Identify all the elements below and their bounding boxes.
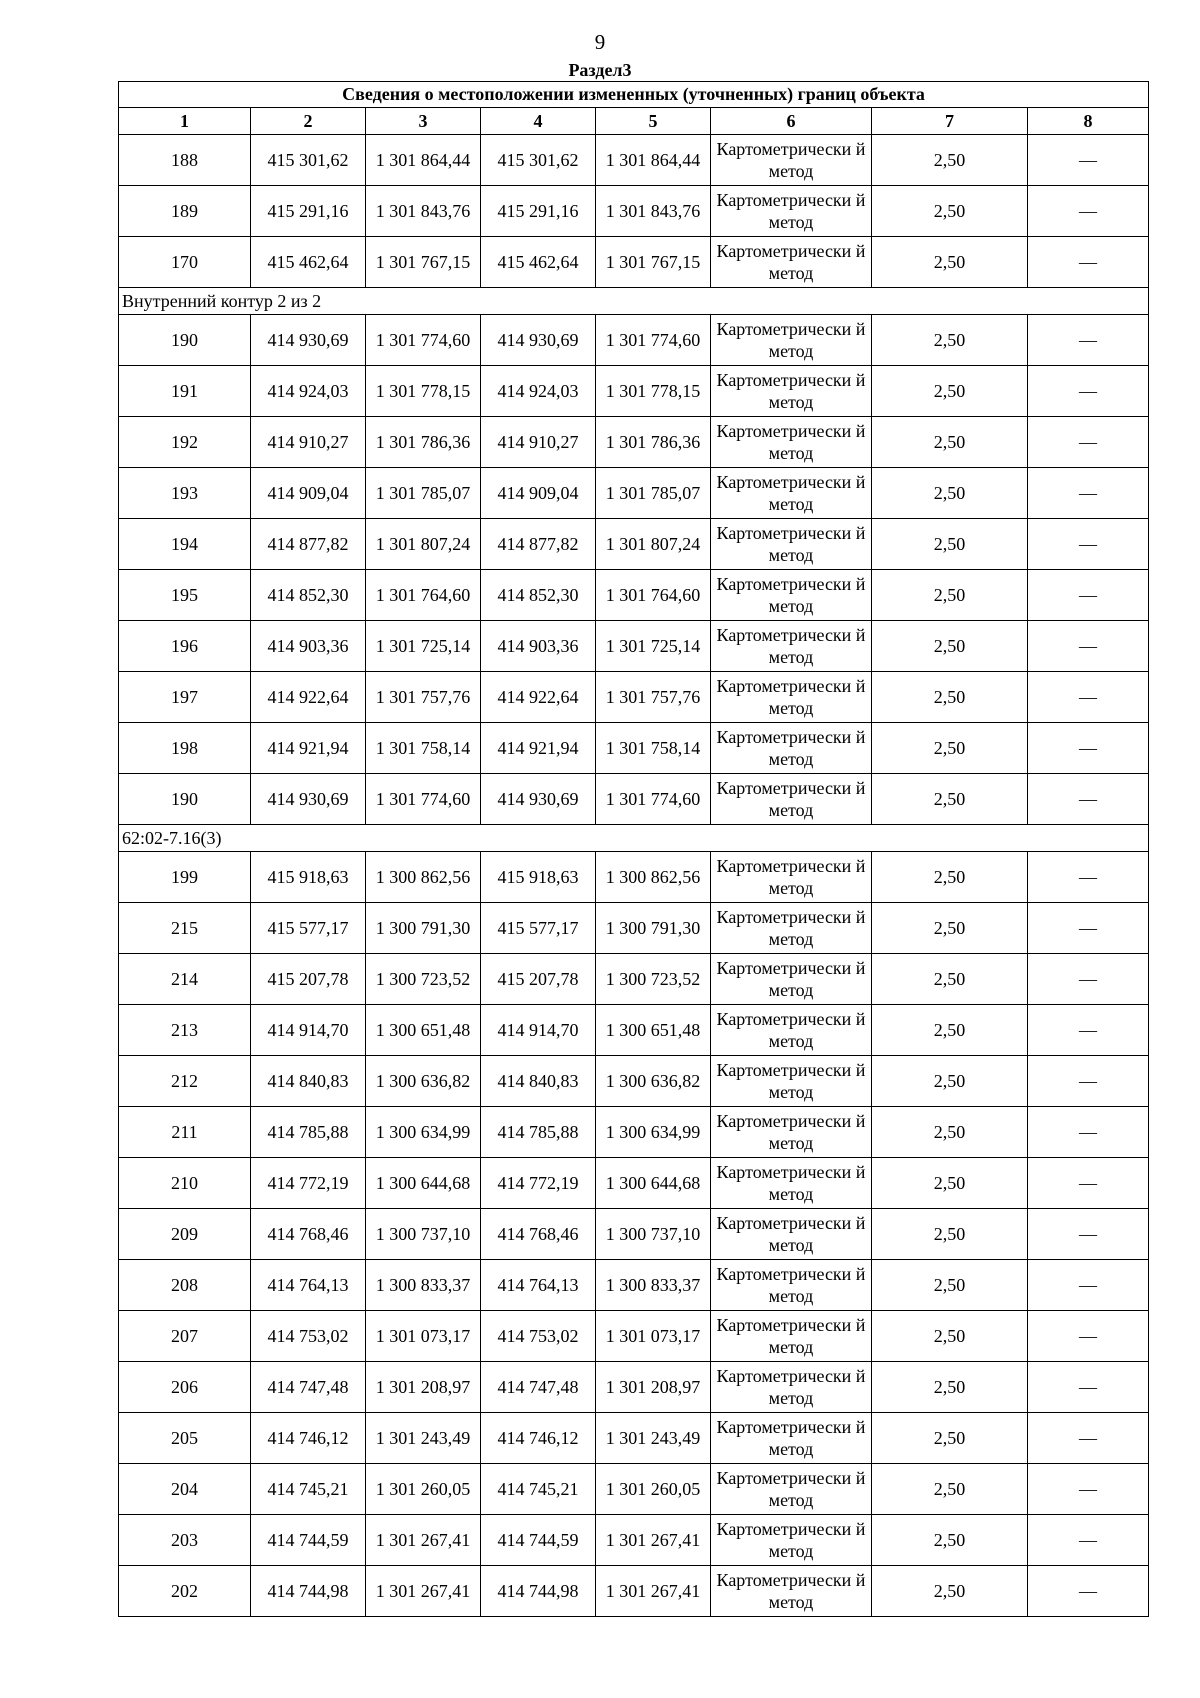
y-refined-cell: 1 301 774,60	[596, 315, 711, 366]
y-refined-cell: 1 300 791,30	[596, 903, 711, 954]
description-cell: —	[1028, 621, 1149, 672]
y-refined-cell: 1 301 774,60	[596, 774, 711, 825]
method-cell: Картометрически й метод	[711, 417, 872, 468]
description-cell: —	[1028, 135, 1149, 186]
y-existing-cell: 1 301 843,76	[366, 186, 481, 237]
x-refined-cell: 415 301,62	[481, 135, 596, 186]
method-cell: Картометрически й метод	[711, 1464, 872, 1515]
column-number: 5	[596, 108, 711, 135]
description-cell: —	[1028, 1005, 1149, 1056]
table-row	[119, 186, 1149, 237]
description-cell: —	[1028, 366, 1149, 417]
accuracy-cell: 2,50	[872, 723, 1028, 774]
table-row	[119, 903, 1149, 954]
table-row	[119, 1464, 1149, 1515]
accuracy-cell: 2,50	[872, 186, 1028, 237]
description-cell: —	[1028, 903, 1149, 954]
y-existing-cell: 1 301 786,36	[366, 417, 481, 468]
x-existing-cell: 414 910,27	[251, 417, 366, 468]
x-refined-cell: 414 764,13	[481, 1260, 596, 1311]
y-refined-cell: 1 301 757,76	[596, 672, 711, 723]
x-refined-cell: 414 753,02	[481, 1311, 596, 1362]
x-refined-cell: 415 291,16	[481, 186, 596, 237]
table-row	[119, 468, 1149, 519]
method-cell: Картометрически й метод	[711, 852, 872, 903]
contour-group-row	[119, 825, 1149, 852]
description-cell: —	[1028, 1260, 1149, 1311]
method-cell: Картометрически й метод	[711, 1056, 872, 1107]
y-refined-cell: 1 301 785,07	[596, 468, 711, 519]
table-row	[119, 1209, 1149, 1260]
table-row	[119, 417, 1149, 468]
y-existing-cell: 1 300 791,30	[366, 903, 481, 954]
point-number-cell: 190	[119, 774, 251, 825]
point-number-cell: 208	[119, 1260, 251, 1311]
description-cell: —	[1028, 774, 1149, 825]
description-cell: —	[1028, 237, 1149, 288]
table-row	[119, 852, 1149, 903]
description-cell: —	[1028, 1107, 1149, 1158]
method-cell: Картометрически й метод	[711, 672, 872, 723]
x-existing-cell: 414 764,13	[251, 1260, 366, 1311]
x-refined-cell: 414 747,48	[481, 1362, 596, 1413]
y-existing-cell: 1 300 651,48	[366, 1005, 481, 1056]
accuracy-cell: 2,50	[872, 135, 1028, 186]
x-refined-cell: 414 930,69	[481, 774, 596, 825]
x-existing-cell: 414 747,48	[251, 1362, 366, 1413]
point-number-cell: 211	[119, 1107, 251, 1158]
y-existing-cell: 1 301 208,97	[366, 1362, 481, 1413]
y-existing-cell: 1 301 243,49	[366, 1413, 481, 1464]
accuracy-cell: 2,50	[872, 1209, 1028, 1260]
x-existing-cell: 414 840,83	[251, 1056, 366, 1107]
table-row	[119, 1005, 1149, 1056]
accuracy-cell: 2,50	[872, 1362, 1028, 1413]
point-number-cell: 215	[119, 903, 251, 954]
column-number: 2	[251, 108, 366, 135]
table-row	[119, 1056, 1149, 1107]
y-refined-cell: 1 301 725,14	[596, 621, 711, 672]
column-number: 1	[119, 108, 251, 135]
x-refined-cell: 414 785,88	[481, 1107, 596, 1158]
description-cell: —	[1028, 1464, 1149, 1515]
accuracy-cell: 2,50	[872, 315, 1028, 366]
point-number-cell: 190	[119, 315, 251, 366]
point-number-cell: 192	[119, 417, 251, 468]
table-row	[119, 1362, 1149, 1413]
description-cell: —	[1028, 1056, 1149, 1107]
y-existing-cell: 1 300 644,68	[366, 1158, 481, 1209]
y-existing-cell: 1 301 260,05	[366, 1464, 481, 1515]
y-refined-cell: 1 301 243,49	[596, 1413, 711, 1464]
point-number-cell: 196	[119, 621, 251, 672]
y-refined-cell: 1 300 723,52	[596, 954, 711, 1005]
accuracy-cell: 2,50	[872, 1107, 1028, 1158]
accuracy-cell: 2,50	[872, 570, 1028, 621]
method-cell: Картометрически й метод	[711, 1260, 872, 1311]
method-cell: Картометрически й метод	[711, 1566, 872, 1617]
point-number-cell: 210	[119, 1158, 251, 1209]
y-existing-cell: 1 300 862,56	[366, 852, 481, 903]
x-existing-cell: 414 930,69	[251, 315, 366, 366]
y-existing-cell: 1 300 636,82	[366, 1056, 481, 1107]
y-refined-cell: 1 301 758,14	[596, 723, 711, 774]
point-number-cell: 188	[119, 135, 251, 186]
y-refined-cell: 1 301 864,44	[596, 135, 711, 186]
accuracy-cell: 2,50	[872, 1464, 1028, 1515]
point-number-cell: 204	[119, 1464, 251, 1515]
x-existing-cell: 414 785,88	[251, 1107, 366, 1158]
description-cell: —	[1028, 570, 1149, 621]
description-cell: —	[1028, 1566, 1149, 1617]
table-row	[119, 774, 1149, 825]
accuracy-cell: 2,50	[872, 852, 1028, 903]
y-existing-cell: 1 301 267,41	[366, 1515, 481, 1566]
x-existing-cell: 414 909,04	[251, 468, 366, 519]
x-existing-cell: 414 753,02	[251, 1311, 366, 1362]
accuracy-cell: 2,50	[872, 672, 1028, 723]
column-number: 4	[481, 108, 596, 135]
method-cell: Картометрически й метод	[711, 621, 872, 672]
table-row	[119, 954, 1149, 1005]
y-existing-cell: 1 301 774,60	[366, 315, 481, 366]
page-number: 9	[594, 30, 606, 54]
description-cell: —	[1028, 1515, 1149, 1566]
accuracy-cell: 2,50	[872, 1158, 1028, 1209]
point-number-cell: 199	[119, 852, 251, 903]
x-existing-cell: 414 922,64	[251, 672, 366, 723]
y-existing-cell: 1 301 725,14	[366, 621, 481, 672]
x-refined-cell: 414 746,12	[481, 1413, 596, 1464]
x-existing-cell: 414 772,19	[251, 1158, 366, 1209]
description-cell: —	[1028, 1158, 1149, 1209]
table-row	[119, 621, 1149, 672]
column-numbers-row	[119, 108, 1149, 135]
x-existing-cell: 414 746,12	[251, 1413, 366, 1464]
table-caption-row	[119, 82, 1149, 108]
point-number-cell: 170	[119, 237, 251, 288]
point-number-cell: 193	[119, 468, 251, 519]
y-existing-cell: 1 300 634,99	[366, 1107, 481, 1158]
x-existing-cell: 414 744,59	[251, 1515, 366, 1566]
column-number: 8	[1028, 108, 1149, 135]
point-number-cell: 207	[119, 1311, 251, 1362]
accuracy-cell: 2,50	[872, 903, 1028, 954]
accuracy-cell: 2,50	[872, 1311, 1028, 1362]
y-existing-cell: 1 300 723,52	[366, 954, 481, 1005]
method-cell: Картометрически й метод	[711, 774, 872, 825]
x-refined-cell: 415 462,64	[481, 237, 596, 288]
accuracy-cell: 2,50	[872, 1005, 1028, 1056]
y-refined-cell: 1 301 073,17	[596, 1311, 711, 1362]
point-number-cell: 189	[119, 186, 251, 237]
y-existing-cell: 1 301 864,44	[366, 135, 481, 186]
x-existing-cell: 415 918,63	[251, 852, 366, 903]
y-refined-cell: 1 300 636,82	[596, 1056, 711, 1107]
x-refined-cell: 414 921,94	[481, 723, 596, 774]
description-cell: —	[1028, 519, 1149, 570]
y-existing-cell: 1 301 807,24	[366, 519, 481, 570]
description-cell: —	[1028, 1362, 1149, 1413]
column-number: 3	[366, 108, 481, 135]
method-cell: Картометрически й метод	[711, 903, 872, 954]
accuracy-cell: 2,50	[872, 621, 1028, 672]
table-row	[119, 519, 1149, 570]
section-title: Раздел3	[568, 60, 632, 80]
y-existing-cell: 1 301 767,15	[366, 237, 481, 288]
point-number-cell: 212	[119, 1056, 251, 1107]
accuracy-cell: 2,50	[872, 468, 1028, 519]
point-number-cell: 194	[119, 519, 251, 570]
description-cell: —	[1028, 852, 1149, 903]
point-number-cell: 202	[119, 1566, 251, 1617]
method-cell: Картометрически й метод	[711, 1158, 872, 1209]
x-refined-cell: 414 768,46	[481, 1209, 596, 1260]
y-existing-cell: 1 301 778,15	[366, 366, 481, 417]
table-body	[119, 135, 1149, 1617]
y-existing-cell: 1 300 833,37	[366, 1260, 481, 1311]
method-cell: Картометрически й метод	[711, 1107, 872, 1158]
y-refined-cell: 1 301 260,05	[596, 1464, 711, 1515]
method-cell: Картометрически й метод	[711, 1311, 872, 1362]
x-existing-cell: 414 924,03	[251, 366, 366, 417]
method-cell: Картометрически й метод	[711, 135, 872, 186]
x-existing-cell: 414 744,98	[251, 1566, 366, 1617]
y-existing-cell: 1 301 073,17	[366, 1311, 481, 1362]
table-row	[119, 135, 1149, 186]
y-refined-cell: 1 301 208,97	[596, 1362, 711, 1413]
accuracy-cell: 2,50	[872, 519, 1028, 570]
x-existing-cell: 414 745,21	[251, 1464, 366, 1515]
x-refined-cell: 414 840,83	[481, 1056, 596, 1107]
description-cell: —	[1028, 1311, 1149, 1362]
x-existing-cell: 414 930,69	[251, 774, 366, 825]
method-cell: Картометрически й метод	[711, 1209, 872, 1260]
boundary-table	[118, 81, 1149, 1617]
x-existing-cell: 415 301,62	[251, 135, 366, 186]
point-number-cell: 206	[119, 1362, 251, 1413]
table-row	[119, 1107, 1149, 1158]
method-cell: Картометрически й метод	[711, 1005, 872, 1056]
table-row	[119, 1158, 1149, 1209]
contour-group-row	[119, 288, 1149, 315]
column-number: 6	[711, 108, 872, 135]
accuracy-cell: 2,50	[872, 1260, 1028, 1311]
x-existing-cell: 415 577,17	[251, 903, 366, 954]
y-existing-cell: 1 301 757,76	[366, 672, 481, 723]
y-refined-cell: 1 301 778,15	[596, 366, 711, 417]
point-number-cell: 213	[119, 1005, 251, 1056]
point-number-cell: 198	[119, 723, 251, 774]
point-number-cell: 195	[119, 570, 251, 621]
y-refined-cell: 1 300 862,56	[596, 852, 711, 903]
y-existing-cell: 1 301 267,41	[366, 1566, 481, 1617]
y-refined-cell: 1 300 737,10	[596, 1209, 711, 1260]
x-refined-cell: 414 922,64	[481, 672, 596, 723]
method-cell: Картометрически й метод	[711, 366, 872, 417]
x-refined-cell: 414 772,19	[481, 1158, 596, 1209]
y-refined-cell: 1 301 807,24	[596, 519, 711, 570]
x-refined-cell: 414 910,27	[481, 417, 596, 468]
method-cell: Картометрически й метод	[711, 570, 872, 621]
point-number-cell: 209	[119, 1209, 251, 1260]
table-row	[119, 723, 1149, 774]
x-refined-cell: 414 909,04	[481, 468, 596, 519]
table-row	[119, 1413, 1149, 1464]
contour-group-label: 62:02-7.16(3)	[119, 825, 1149, 852]
x-existing-cell: 414 852,30	[251, 570, 366, 621]
table-caption: Сведения о местоположении измененных (уточненных) границ объекта	[119, 82, 1149, 108]
x-existing-cell: 414 921,94	[251, 723, 366, 774]
point-number-cell: 205	[119, 1413, 251, 1464]
table-row	[119, 1566, 1149, 1617]
y-refined-cell: 1 300 833,37	[596, 1260, 711, 1311]
method-cell: Картометрически й метод	[711, 723, 872, 774]
x-refined-cell: 415 207,78	[481, 954, 596, 1005]
point-number-cell: 197	[119, 672, 251, 723]
table-row	[119, 1311, 1149, 1362]
y-existing-cell: 1 301 785,07	[366, 468, 481, 519]
method-cell: Картометрически й метод	[711, 468, 872, 519]
boundary-table-container	[118, 81, 1148, 1617]
y-refined-cell: 1 300 644,68	[596, 1158, 711, 1209]
table-row	[119, 1515, 1149, 1566]
x-existing-cell: 415 207,78	[251, 954, 366, 1005]
column-number: 7	[872, 108, 1028, 135]
description-cell: —	[1028, 468, 1149, 519]
x-refined-cell: 414 930,69	[481, 315, 596, 366]
contour-group-label: Внутренний контур 2 из 2	[119, 288, 1149, 315]
x-existing-cell: 414 877,82	[251, 519, 366, 570]
description-cell: —	[1028, 186, 1149, 237]
table-row	[119, 366, 1149, 417]
x-refined-cell: 415 577,17	[481, 903, 596, 954]
method-cell: Картометрически й метод	[711, 237, 872, 288]
x-refined-cell: 414 744,98	[481, 1566, 596, 1617]
method-cell: Картометрически й метод	[711, 186, 872, 237]
point-number-cell: 191	[119, 366, 251, 417]
description-cell: —	[1028, 315, 1149, 366]
y-refined-cell: 1 301 767,15	[596, 237, 711, 288]
y-refined-cell: 1 300 651,48	[596, 1005, 711, 1056]
accuracy-cell: 2,50	[872, 1515, 1028, 1566]
method-cell: Картометрически й метод	[711, 1515, 872, 1566]
method-cell: Картометрически й метод	[711, 519, 872, 570]
x-refined-cell: 414 924,03	[481, 366, 596, 417]
x-existing-cell: 415 462,64	[251, 237, 366, 288]
method-cell: Картометрически й метод	[711, 1362, 872, 1413]
description-cell: —	[1028, 672, 1149, 723]
accuracy-cell: 2,50	[872, 774, 1028, 825]
description-cell: —	[1028, 954, 1149, 1005]
point-number-cell: 214	[119, 954, 251, 1005]
accuracy-cell: 2,50	[872, 366, 1028, 417]
x-refined-cell: 414 852,30	[481, 570, 596, 621]
x-refined-cell: 414 903,36	[481, 621, 596, 672]
x-refined-cell: 414 877,82	[481, 519, 596, 570]
accuracy-cell: 2,50	[872, 1566, 1028, 1617]
x-existing-cell: 414 768,46	[251, 1209, 366, 1260]
table-row	[119, 672, 1149, 723]
x-refined-cell: 414 745,21	[481, 1464, 596, 1515]
x-existing-cell: 414 903,36	[251, 621, 366, 672]
y-refined-cell: 1 301 843,76	[596, 186, 711, 237]
method-cell: Картометрически й метод	[711, 954, 872, 1005]
accuracy-cell: 2,50	[872, 417, 1028, 468]
table-row	[119, 237, 1149, 288]
description-cell: —	[1028, 1209, 1149, 1260]
x-existing-cell: 414 914,70	[251, 1005, 366, 1056]
description-cell: —	[1028, 1413, 1149, 1464]
y-existing-cell: 1 301 758,14	[366, 723, 481, 774]
x-existing-cell: 415 291,16	[251, 186, 366, 237]
y-refined-cell: 1 301 764,60	[596, 570, 711, 621]
y-refined-cell: 1 301 267,41	[596, 1566, 711, 1617]
x-refined-cell: 415 918,63	[481, 852, 596, 903]
y-refined-cell: 1 301 786,36	[596, 417, 711, 468]
accuracy-cell: 2,50	[872, 954, 1028, 1005]
method-cell: Картометрически й метод	[711, 1413, 872, 1464]
accuracy-cell: 2,50	[872, 1056, 1028, 1107]
table-row	[119, 1260, 1149, 1311]
description-cell: —	[1028, 417, 1149, 468]
x-refined-cell: 414 914,70	[481, 1005, 596, 1056]
x-refined-cell: 414 744,59	[481, 1515, 596, 1566]
y-existing-cell: 1 301 774,60	[366, 774, 481, 825]
point-number-cell: 203	[119, 1515, 251, 1566]
y-refined-cell: 1 301 267,41	[596, 1515, 711, 1566]
table-row	[119, 315, 1149, 366]
accuracy-cell: 2,50	[872, 1413, 1028, 1464]
accuracy-cell: 2,50	[872, 237, 1028, 288]
method-cell: Картометрически й метод	[711, 315, 872, 366]
y-existing-cell: 1 300 737,10	[366, 1209, 481, 1260]
table-row	[119, 570, 1149, 621]
description-cell: —	[1028, 723, 1149, 774]
y-refined-cell: 1 300 634,99	[596, 1107, 711, 1158]
y-existing-cell: 1 301 764,60	[366, 570, 481, 621]
